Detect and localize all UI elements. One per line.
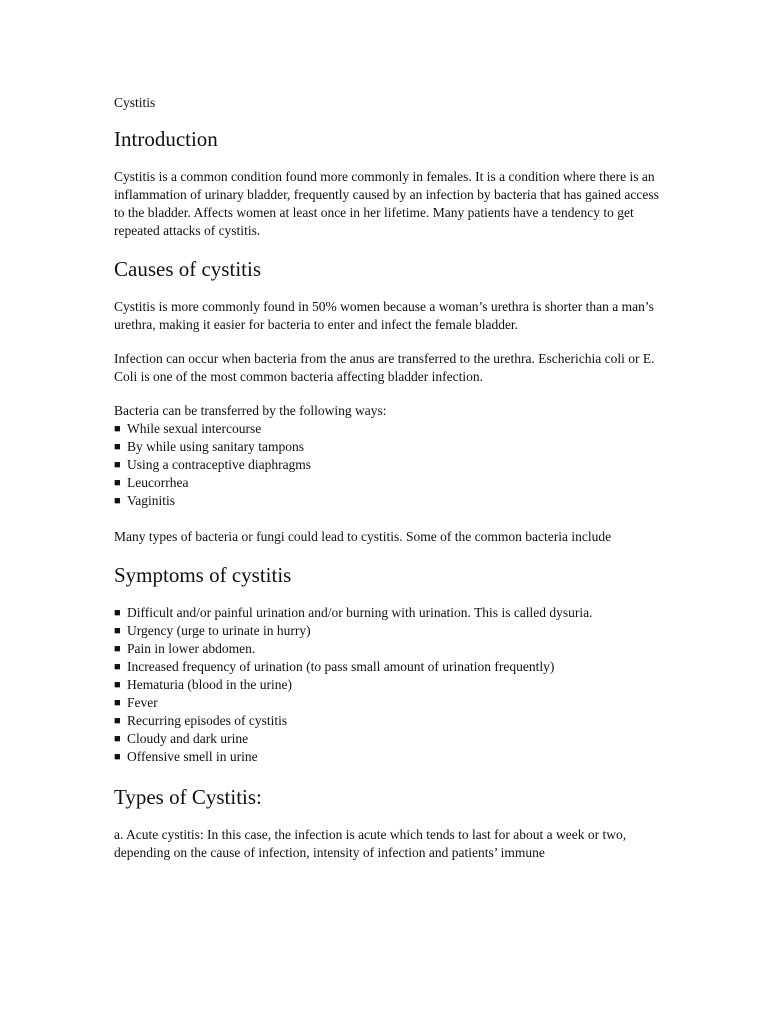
square-bullet-icon: ■ [114,661,121,673]
list-item-text: Difficult and/or painful urination and/or burning with urination. This is called dysuria. [127,605,593,620]
square-bullet-icon: ■ [114,643,121,655]
square-bullet-icon: ■ [114,495,121,507]
square-bullet-icon: ■ [114,459,121,471]
list-item-text: Pain in lower abdomen. [127,641,256,656]
list-item [114,658,662,676]
list-item-text: Leucorrhea [127,475,189,490]
list-item-text: Hematuria (blood in the urine) [127,677,292,692]
symptoms-heading: Symptoms of cystitis [114,563,292,587]
list-item [114,676,662,694]
transmission-list-intro: Bacteria can be transferred by the following ways: [114,403,387,418]
introduction-paragraph: Cystitis is a common condition found more commonly in females. It is a condition where there is an inflammation of urinary bladder, frequently caused by an infection by bacteria that has gained access to the bladder. Affects women at least once in her lifetime. Many patients have a tendency to get repeated attacks of cystitis. [114,169,659,238]
list-item [114,604,662,622]
symptoms-section [114,562,662,766]
list-item [114,474,662,492]
list-item [114,622,662,640]
list-item [114,748,662,766]
square-bullet-icon: ■ [114,697,121,709]
types-heading: Types of Cystitis: [114,785,262,809]
list-item-text: Increased frequency of urination (to pass small amount of urination frequently) [127,659,555,674]
list-item [114,456,662,474]
list-item-text: Cloudy and dark urine [127,731,249,746]
list-item-text: Fever [127,695,158,710]
list-item-text: Recurring episodes of cystitis [127,713,288,728]
list-item [114,694,662,712]
list-item [114,438,662,456]
square-bullet-icon: ■ [114,751,121,763]
square-bullet-icon: ■ [114,715,121,727]
square-bullet-icon: ■ [114,441,121,453]
causes-paragraph: Cystitis is more commonly found in 50% women because a woman’s urethra is shorter than a man’s urethra, making it easier for bacteria to enter and infect the female bladder. [114,299,654,332]
list-item-text: Vaginitis [127,493,176,508]
list-item-text: While sexual intercourse [127,421,262,436]
list-item-text: By while using sanitary tampons [127,439,304,454]
list-item-text: Urgency (urge to urinate in hurry) [127,623,311,638]
list-item [114,712,662,730]
transmission-list [114,420,662,510]
introduction-section [114,126,662,240]
square-bullet-icon: ■ [114,423,121,435]
causes-heading: Causes of cystitis [114,257,261,281]
document-page [114,94,662,878]
causes-section [114,256,662,546]
list-item [114,730,662,748]
square-bullet-icon: ■ [114,607,121,619]
list-item [114,420,662,438]
causes-paragraph: Infection can occur when bacteria from the anus are transferred to the urethra. Escherichia coli or E. Coli is one of the most common bacteria affecting bladder infection. [114,351,655,384]
list-item-text: Using a contraceptive diaphragms [127,457,312,472]
square-bullet-icon: ■ [114,679,121,691]
square-bullet-icon: ■ [114,625,121,637]
list-item-text: Offensive smell in urine [127,749,258,764]
types-section [114,784,662,862]
square-bullet-icon: ■ [114,477,121,489]
list-item [114,492,662,510]
causes-closing-paragraph: Many types of bacteria or fungi could lead to cystitis. Some of the common bacteria include [114,529,612,544]
document-title: Cystitis [114,95,156,110]
types-paragraph: a. Acute cystitis: In this case, the infection is acute which tends to last for about a week or two, depending on the cause of infection, intensity of infection and patients’ immune [114,827,627,860]
list-item [114,640,662,658]
introduction-heading: Introduction [114,127,218,151]
square-bullet-icon: ■ [114,733,121,745]
symptoms-list [114,604,662,766]
